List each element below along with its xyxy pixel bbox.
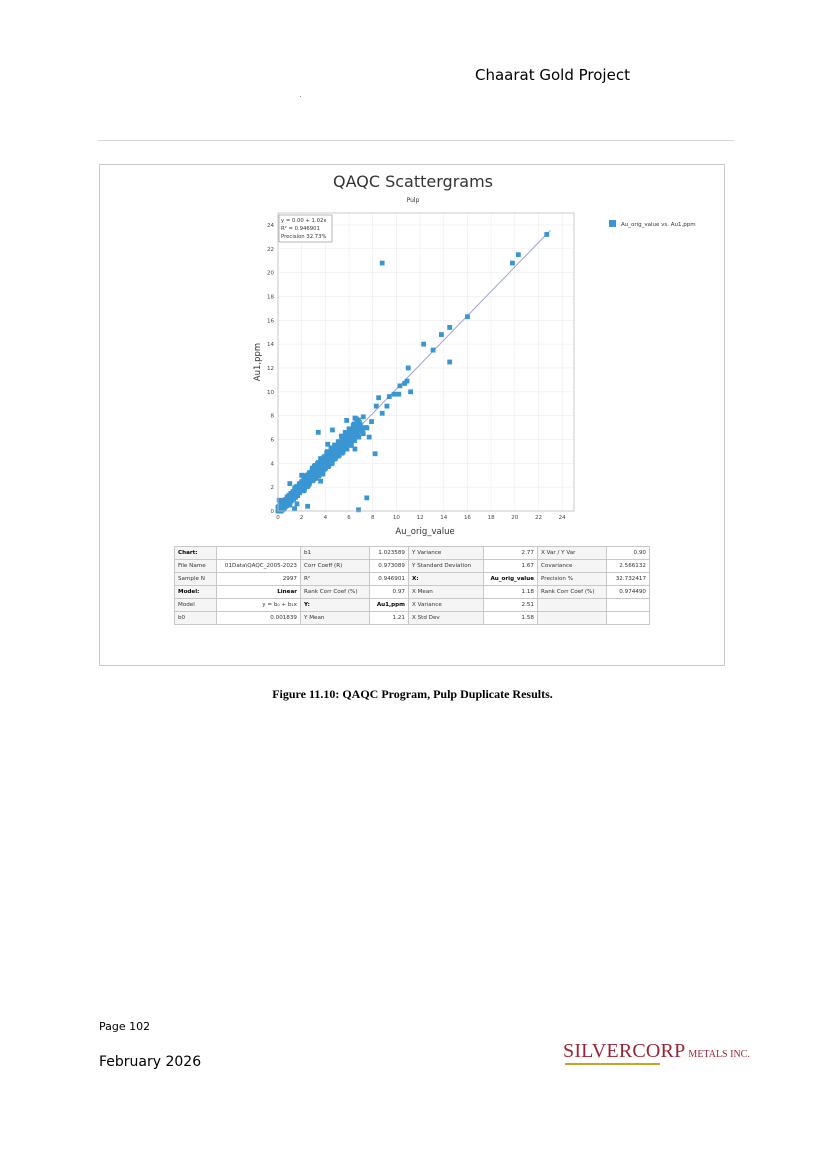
scatter-point bbox=[356, 507, 361, 512]
logo-underline bbox=[565, 1063, 660, 1065]
header-dot bbox=[300, 96, 301, 97]
stats-label-cell: X Std Dev bbox=[409, 612, 484, 625]
stats-value-cell: y = b₀ + b₁x bbox=[217, 599, 301, 612]
stats-row bbox=[175, 612, 650, 625]
stats-label-cell: Rank Corr Coef (%) bbox=[538, 586, 607, 599]
scatter-point bbox=[305, 484, 310, 489]
scatter-point bbox=[380, 261, 385, 266]
scatter-point bbox=[385, 404, 390, 409]
stats-value-cell: 1.21 bbox=[370, 612, 409, 625]
stats-row bbox=[175, 560, 650, 573]
stats-label-cell: Y Standard Deviation bbox=[409, 560, 484, 573]
scatter-point bbox=[350, 437, 355, 442]
scatter-point bbox=[305, 477, 310, 482]
page-number: Page 102 bbox=[99, 1020, 151, 1033]
scatter-point bbox=[447, 325, 452, 330]
annotation-line-3: Precision 32.73% bbox=[281, 234, 327, 240]
annotation-box bbox=[279, 215, 332, 242]
stats-label-cell: File Name bbox=[175, 560, 217, 573]
stats-label-cell: Y Mean bbox=[301, 612, 370, 625]
stats-value-cell: 0.001839 bbox=[217, 612, 301, 625]
stats-value-cell: Au1,ppm bbox=[370, 599, 409, 612]
x-ticks bbox=[276, 515, 566, 521]
x-tick-label: 4 bbox=[323, 515, 328, 521]
legend-label: Au_orig_value vs. Au1,ppm bbox=[621, 222, 696, 228]
scatter-point bbox=[367, 435, 372, 440]
scatter-point bbox=[346, 440, 351, 445]
scatter-point bbox=[343, 446, 348, 451]
stats-value-cell: 1.023589 bbox=[370, 547, 409, 560]
scatter-point bbox=[510, 261, 515, 266]
annotation-line-2: R² = 0.946901 bbox=[281, 226, 320, 232]
stats-value-cell: Linear bbox=[217, 586, 301, 599]
stats-value-cell: 1.58 bbox=[484, 612, 538, 625]
scatter-point bbox=[365, 426, 370, 431]
y-ticks bbox=[267, 223, 275, 515]
scatter-point bbox=[316, 430, 321, 435]
x-tick-label: 22 bbox=[534, 515, 542, 521]
x-tick-label: 6 bbox=[347, 515, 351, 521]
scatter-point bbox=[329, 461, 334, 466]
stats-value-cell: 0.973089 bbox=[370, 560, 409, 573]
stats-label-cell: Corr Coeff (R) bbox=[301, 560, 370, 573]
stats-value-cell: 0.974490 bbox=[607, 586, 650, 599]
stats-value-cell: 1.67 bbox=[484, 560, 538, 573]
stats-label-cell: b1 bbox=[301, 547, 370, 560]
stats-value-cell bbox=[607, 599, 650, 612]
stats-value-cell: 0.97 bbox=[370, 586, 409, 599]
stats-value-cell: 1.18 bbox=[484, 586, 538, 599]
stats-label-cell: Model bbox=[175, 599, 217, 612]
scatter-point bbox=[313, 467, 318, 472]
silvercorp-logo bbox=[563, 1040, 750, 1066]
y-axis-label: Au1,ppm bbox=[253, 342, 263, 382]
stats-label-cell: R² bbox=[301, 573, 370, 586]
stats-value-cell: 2.77 bbox=[484, 547, 538, 560]
scatter-point bbox=[287, 501, 292, 506]
page-header-title: Chaarat Gold Project bbox=[475, 66, 630, 84]
y-tick-label: 0 bbox=[270, 509, 274, 515]
scatter-point bbox=[361, 431, 366, 436]
stats-value-cell: 2.566132 bbox=[607, 560, 650, 573]
scatter-point bbox=[421, 342, 426, 347]
legend-swatch bbox=[609, 220, 616, 227]
x-axis-label: Au_orig_value bbox=[395, 527, 455, 537]
scatter-point bbox=[447, 360, 452, 365]
x-tick-label: 12 bbox=[416, 515, 424, 521]
stats-value-cell bbox=[607, 612, 650, 625]
scatter-point bbox=[325, 442, 330, 447]
annotation-line-1: y = 0.00 + 1.02x bbox=[281, 218, 327, 224]
x-tick-label: 8 bbox=[370, 515, 375, 521]
scatter-point bbox=[516, 252, 521, 257]
scatter-point bbox=[369, 419, 374, 424]
scatter-point bbox=[376, 395, 381, 400]
stats-value-cell bbox=[217, 547, 301, 560]
scatter-point bbox=[316, 463, 321, 468]
stats-label-cell: Y: bbox=[301, 599, 370, 612]
y-tick-label: 12 bbox=[267, 365, 274, 372]
scatter-point bbox=[387, 394, 392, 399]
x-tick-label: 20 bbox=[511, 515, 519, 521]
scatter-point bbox=[318, 479, 323, 484]
scatter-point bbox=[373, 451, 378, 456]
scatter-point bbox=[380, 411, 385, 416]
scatter-point bbox=[340, 451, 345, 456]
scatter-point bbox=[357, 426, 362, 431]
stats-value-cell: 32.732417 bbox=[607, 573, 650, 586]
stats-label-cell: X Var / Y Var bbox=[538, 547, 607, 560]
chart-subtitle: Pulp bbox=[406, 197, 420, 204]
y-tick-label: 4 bbox=[270, 461, 274, 468]
scatter-point bbox=[316, 474, 321, 479]
scatter-point bbox=[295, 501, 300, 506]
scatter-point bbox=[465, 314, 470, 319]
stats-label-cell: Y Variance bbox=[409, 547, 484, 560]
stats-label-cell: X Mean bbox=[409, 586, 484, 599]
stats-row bbox=[175, 586, 650, 599]
scatter-point bbox=[406, 366, 411, 371]
stats-label-cell: Rank Corr Coef (%) bbox=[301, 586, 370, 599]
scatter-point bbox=[322, 455, 327, 460]
y-tick-label: 10 bbox=[267, 389, 274, 396]
scatter-point bbox=[292, 494, 297, 499]
stats-row bbox=[175, 599, 650, 612]
scatter-point bbox=[398, 383, 403, 388]
scatter-point bbox=[305, 504, 310, 509]
stats-value-cell: 0.946901 bbox=[370, 573, 409, 586]
scatter-point bbox=[287, 481, 292, 486]
x-tick-label: 18 bbox=[487, 515, 495, 521]
x-tick-label: 0 bbox=[276, 515, 280, 521]
scatter-point bbox=[544, 232, 549, 237]
stats-label-cell: Model: bbox=[175, 586, 217, 599]
scatter-point bbox=[392, 392, 397, 397]
stats-label-cell: X Variance bbox=[409, 599, 484, 612]
stats-row bbox=[175, 547, 650, 560]
y-tick-label: 6 bbox=[270, 437, 274, 444]
legend[interactable] bbox=[609, 220, 696, 228]
scatter-point bbox=[298, 487, 303, 492]
scatter-point bbox=[405, 379, 410, 384]
y-tick-label: 20 bbox=[267, 270, 274, 277]
y-tick-label: 16 bbox=[267, 318, 274, 325]
stats-label-cell: Covariance bbox=[538, 560, 607, 573]
scatter-point bbox=[344, 418, 349, 423]
y-tick-label: 14 bbox=[267, 342, 274, 349]
x-tick-label: 14 bbox=[440, 515, 448, 521]
y-tick-label: 18 bbox=[267, 294, 274, 301]
stats-label-cell: X: bbox=[409, 573, 484, 586]
stats-label-cell bbox=[538, 599, 607, 612]
stats-label-cell: Precision % bbox=[538, 573, 607, 586]
scatter-point bbox=[396, 392, 401, 397]
figure-caption: Figure 11.10: QAQC Program, Pulp Duplicate Results. bbox=[272, 687, 553, 701]
x-tick-label: 2 bbox=[299, 515, 304, 521]
logo-main-text: SILVERCORP bbox=[563, 1040, 686, 1062]
scatter-point bbox=[439, 332, 444, 337]
stats-label-cell: b0 bbox=[175, 612, 217, 625]
scatter-point bbox=[330, 428, 335, 433]
scatter-point bbox=[408, 389, 413, 394]
stats-label-cell bbox=[538, 612, 607, 625]
scatter-point bbox=[374, 404, 379, 409]
scatter-point bbox=[364, 495, 369, 500]
statistics-table bbox=[174, 546, 650, 625]
logo-sub-text: METALS INC. bbox=[688, 1049, 750, 1060]
stats-value-cell: 2997 bbox=[217, 573, 301, 586]
stats-label-cell: Sample N bbox=[175, 573, 217, 586]
x-tick-label: 24 bbox=[558, 515, 566, 521]
chart-title: QAQC Scattergrams bbox=[332, 172, 494, 191]
scatter-point bbox=[361, 414, 366, 419]
scatter-point bbox=[292, 506, 297, 511]
stats-value-cell: 0.90 bbox=[607, 547, 650, 560]
y-tick-label: 24 bbox=[267, 222, 274, 229]
header-rule bbox=[98, 140, 734, 141]
stats-label-cell: Chart: bbox=[175, 547, 217, 560]
figure-frame bbox=[99, 164, 725, 666]
scatter-point bbox=[279, 502, 284, 507]
scatter-point bbox=[354, 431, 359, 436]
footer-date: February 2026 bbox=[99, 1054, 202, 1070]
stats-value-cell: 2.51 bbox=[484, 599, 538, 612]
scatter-point bbox=[431, 348, 436, 353]
scatter-point bbox=[324, 450, 329, 455]
y-tick-label: 2 bbox=[270, 485, 274, 492]
stats-row bbox=[175, 573, 650, 586]
x-tick-label: 16 bbox=[463, 515, 471, 521]
x-tick-label: 10 bbox=[392, 515, 400, 521]
stats-value-cell: 01Data\QAQC_2005-2023 bbox=[217, 560, 301, 573]
y-tick-label: 22 bbox=[267, 246, 274, 253]
stats-value-cell: Au_orig_value bbox=[484, 573, 538, 586]
y-tick-label: 8 bbox=[270, 413, 274, 420]
